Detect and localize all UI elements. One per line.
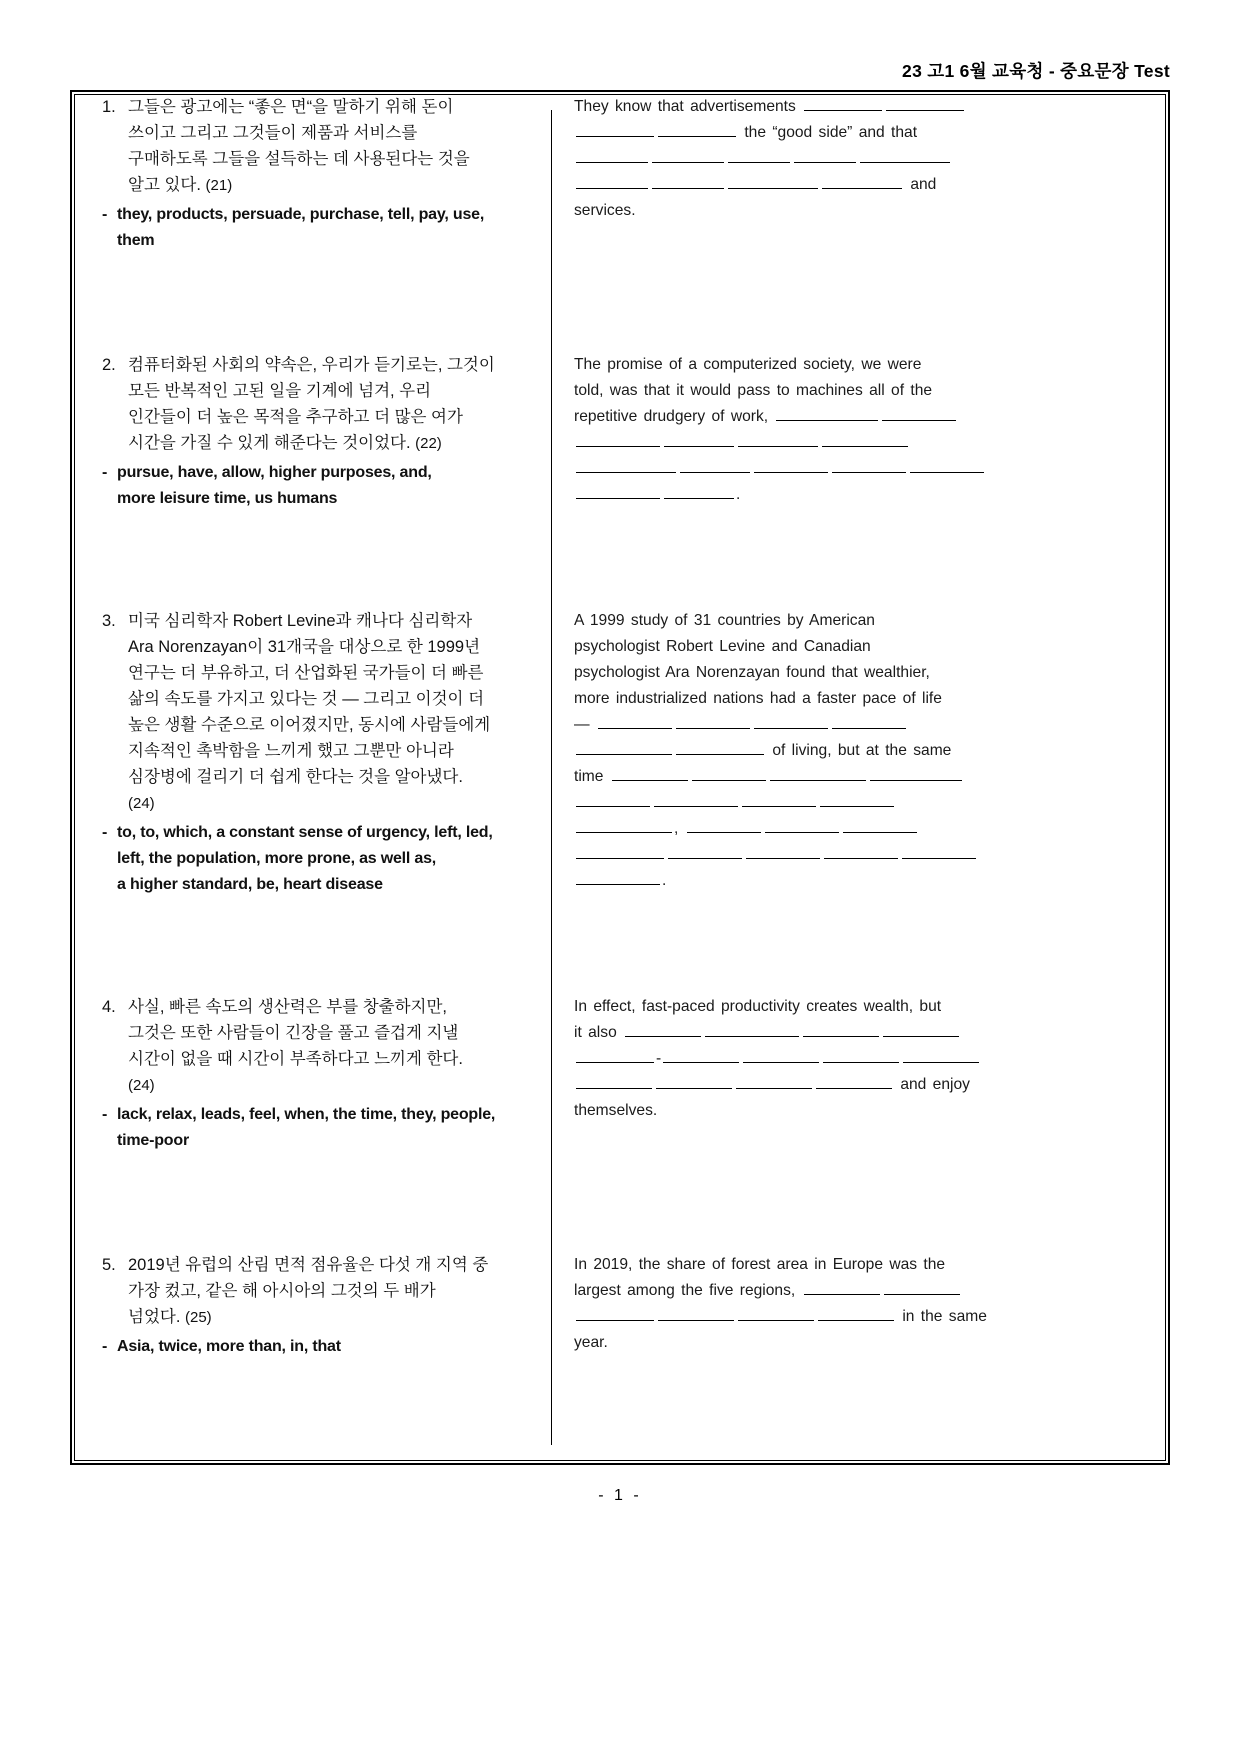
korean-text: 시간을 가질 수 있게 해준다는 것이었다. (22) [128,434,442,452]
korean-sentence-line [102,1278,562,1304]
english-text-fragment: more industrialized nations had a faster pace of life [574,690,942,707]
korean-text: 알고 있다. (21) [128,176,233,194]
english-text-fragment: services. [574,202,636,219]
english-text-fragment: and [904,176,937,193]
english-sentence [574,94,1014,224]
fill-in-blank[interactable] [576,869,660,885]
word-bank-text: a higher standard, be, heart disease [117,876,383,893]
korean-text: 모든 반복적인 고된 일을 기계에 넘겨, 우리 [128,382,432,400]
fill-in-blank[interactable] [728,147,790,163]
english-text-fragment: In 2019, the share of forest area in Europe was the [574,1256,946,1273]
word-bank [102,460,562,512]
korean-text: 시간이 없을 때 시간이 부족하다고 느끼게 한다. [128,1050,463,1068]
fill-in-blank[interactable] [612,765,688,781]
fill-in-blank[interactable] [910,457,984,473]
fill-in-blank[interactable] [676,739,764,755]
fill-in-blank[interactable] [883,1021,959,1037]
word-bank-text: they, products, persuade, purchase, tell, pay, use, [117,206,485,223]
korean-text: Ara Norenzayan이 31개국을 대상으로 한 1999년 [128,638,481,656]
korean-text: 가장 컸고, 같은 해 아시아의 그것의 두 배가 [128,1282,436,1300]
korean-text: 연구는 더 부유하고, 더 산업화된 국가들이 더 빠른 [128,664,484,682]
word-bank-line [102,460,562,486]
korean-sentence-line [102,378,562,404]
item-number: 1. [102,98,116,116]
korean-text: 지속적인 촉박함을 느끼게 했고 그뿐만 아니라 [128,742,454,760]
fill-in-blank[interactable] [832,457,906,473]
english-text-fragment: psychologist Robert Levine and Canadian [574,638,871,655]
item-number: 4. [102,998,116,1016]
korean-sentence-line [102,712,562,738]
english-answer-block [574,994,1014,1124]
fill-in-blank[interactable] [576,173,648,189]
fill-in-blank[interactable] [654,791,738,807]
word-bank-line [102,1102,562,1128]
fill-in-blank[interactable] [576,1305,654,1321]
korean-sentence-line [102,120,562,146]
fill-in-blank[interactable] [882,405,956,421]
word-bank-text: more leisure time, us humans [117,490,338,507]
korean-text: 인간들이 더 높은 목적을 추구하고 더 많은 여가 [128,408,463,426]
fill-in-blank[interactable] [736,1073,812,1089]
fill-in-blank[interactable] [824,843,898,859]
fill-in-blank[interactable] [822,431,908,447]
fill-in-blank[interactable] [804,1279,880,1295]
english-text-fragment: They know that advertisements [574,98,803,115]
korean-sentence-line [102,146,562,172]
korean-prompt-block [102,352,562,512]
fill-in-blank[interactable] [902,843,976,859]
fill-in-blank[interactable] [860,147,950,163]
english-text-fragment: of living, but at the same [766,742,952,759]
fill-in-blank[interactable] [743,1047,819,1063]
korean-text: 미국 심리학자 Robert Levine과 캐나다 심리학자 [128,612,473,630]
fill-in-blank[interactable] [652,173,724,189]
fill-in-blank[interactable] [746,843,820,859]
source-question-number: (24) [128,1077,155,1094]
word-bank-line [102,1128,562,1154]
korean-prompt-block [102,1252,562,1360]
english-text-fragment: it also [574,1024,624,1041]
source-question-number: (24) [128,795,155,812]
korean-sentence-line [102,404,562,430]
fill-in-blank[interactable] [870,765,962,781]
english-text-fragment: — [574,716,596,733]
source-question-number: (21) [205,177,233,194]
fill-in-blank[interactable] [820,791,894,807]
korean-sentence-line [102,608,562,634]
word-bank-text: left, the population, more prone, as well as, [117,850,437,867]
fill-in-blank[interactable] [576,817,672,833]
english-text-fragment: repetitive drudgery of work, [574,408,775,425]
bullet-dash: - [102,824,108,841]
fill-in-blank[interactable] [803,1021,879,1037]
fill-in-blank[interactable] [576,483,660,499]
korean-sentence-line [102,1252,562,1278]
word-bank-line [102,820,562,846]
worksheet-content [74,94,1166,1461]
english-text-fragment: time [574,768,610,785]
fill-in-blank[interactable] [705,1021,799,1037]
english-text-fragment: - [656,1050,662,1067]
word-bank [102,1102,562,1154]
item-number: 3. [102,612,116,630]
english-sentence [574,1252,1014,1356]
english-sentence [574,352,1014,508]
fill-in-blank[interactable] [576,1073,652,1089]
korean-sentence-line [102,1046,562,1072]
fill-in-blank[interactable] [738,1305,814,1321]
korean-sentence-line [102,94,562,120]
bullet-dash: - [102,206,108,223]
korean-text: 쓰이고 그리고 그것들이 제품과 서비스를 [128,124,418,142]
fill-in-blank[interactable] [625,1021,701,1037]
korean-text: 높은 생활 수준으로 이어졌지만, 동시에 사람들에게 [128,716,491,734]
english-answer-block [574,352,1014,508]
korean-text: 그들은 광고에는 “좋은 면“을 말하기 위해 돈이 [128,98,454,116]
english-text-fragment: and enjoy [894,1076,970,1093]
fill-in-blank[interactable] [576,121,654,137]
fill-in-blank[interactable] [776,405,878,421]
fill-in-blank[interactable] [754,457,828,473]
english-text-fragment: A 1999 study of 31 countries by American [574,612,875,629]
word-bank-text: time-poor [117,1132,189,1149]
fill-in-blank[interactable] [692,765,766,781]
korean-sentence-line [102,352,562,378]
english-text-fragment: In effect, fast-paced productivity creates wealth, but [574,998,942,1015]
korean-text [128,794,155,812]
word-bank-line [102,1334,562,1360]
english-text-fragment: . [736,486,741,503]
english-sentence [574,608,1014,894]
word-bank [102,202,562,254]
fill-in-blank[interactable] [765,817,839,833]
fill-in-blank[interactable] [816,1073,892,1089]
korean-sentence-line [102,1020,562,1046]
word-bank-text: Asia, twice, more than, in, that [117,1338,341,1355]
fill-in-blank[interactable] [598,713,672,729]
fill-in-blank[interactable] [576,431,660,447]
english-text-fragment: The promise of a computerized society, we were [574,356,922,373]
source-question-number: (25) [185,1309,212,1326]
english-answer-block [574,94,1014,224]
fill-in-blank[interactable] [576,147,648,163]
english-text-fragment: . [662,872,667,889]
fill-in-blank[interactable] [818,1305,894,1321]
english-text-fragment: psychologist Ara Norenzayan found that wealthier, [574,664,930,681]
english-text-fragment: largest among the five regions, [574,1282,802,1299]
page-number-footer: - 1 - [598,1487,642,1504]
english-text-fragment: themselves. [574,1102,658,1119]
english-answer-block [574,608,1014,894]
fill-in-blank[interactable] [664,431,734,447]
word-bank [102,1334,562,1360]
korean-prompt-block [102,94,562,254]
korean-text [128,1076,155,1094]
word-bank-line [102,202,562,228]
fill-in-blank[interactable] [680,457,750,473]
word-bank [102,820,562,898]
korean-sentence-line [102,172,562,199]
word-bank-text: pursue, have, allow, higher purposes, and, [117,464,432,481]
fill-in-blank[interactable] [754,713,828,729]
word-bank-text: lack, relax, leads, feel, when, the time, they, people, [117,1106,496,1123]
korean-text: 삶의 속도를 가지고 있다는 것 — 그리고 이것이 더 [128,690,485,708]
korean-text: 구매하도록 그들을 설득하는 데 사용된다는 것을 [128,150,470,168]
korean-text: 넘었다. (25) [128,1308,212,1326]
korean-sentence-line [102,660,562,686]
korean-sentence-line [102,764,562,790]
korean-sentence-line [102,686,562,712]
word-bank-text: them [117,232,155,249]
bullet-dash: - [102,1338,108,1355]
fill-in-blank[interactable] [663,1047,739,1063]
fill-in-blank[interactable] [687,817,761,833]
word-bank-line [102,872,562,898]
fill-in-blank[interactable] [742,791,816,807]
korean-prompt-block [102,608,562,898]
english-text-fragment: told, was that it would pass to machines all of the [574,382,933,399]
english-text-fragment: year. [574,1334,608,1351]
korean-text: 그것은 또한 사람들이 긴장을 풀고 즐겁게 지낼 [128,1024,459,1042]
korean-sentence-line [102,1304,562,1331]
item-number: 2. [102,356,116,374]
english-text-fragment: , [674,820,685,837]
fill-in-blank[interactable] [804,95,882,111]
fill-in-blank[interactable] [576,791,650,807]
english-text-fragment: in the same [896,1308,987,1325]
fill-in-blank[interactable] [884,1279,960,1295]
korean-text: 컴퓨터화된 사회의 약속은, 우리가 듣기로는, 그것이 [128,356,495,374]
fill-in-blank[interactable] [728,173,818,189]
english-sentence [574,994,1014,1124]
fill-in-blank[interactable] [668,843,742,859]
english-text-fragment: the “good side” and that [738,124,918,141]
fill-in-blank[interactable] [738,431,818,447]
fill-in-blank[interactable] [832,713,906,729]
fill-in-blank[interactable] [664,483,734,499]
fill-in-blank[interactable] [886,95,964,111]
fill-in-blank[interactable] [843,817,917,833]
bullet-dash: - [102,1106,108,1123]
korean-sentence-line [102,634,562,660]
korean-sentence-line [102,1072,562,1099]
word-bank-line [102,846,562,872]
korean-text: 사실, 빠른 속도의 생산력은 부를 창출하지만, [128,998,447,1016]
korean-sentence-line [102,430,562,457]
fill-in-blank[interactable] [823,1047,899,1063]
fill-in-blank[interactable] [658,1305,734,1321]
fill-in-blank[interactable] [676,713,750,729]
fill-in-blank[interactable] [576,1047,654,1063]
korean-prompt-block [102,994,562,1154]
fill-in-blank[interactable] [652,147,724,163]
korean-text: 심장병에 걸리기 더 쉽게 한다는 것을 알아냈다. [128,768,463,786]
korean-text: 2019년 유럽의 산림 면적 점유율은 다섯 개 지역 중 [128,1256,489,1274]
fill-in-blank[interactable] [903,1047,979,1063]
fill-in-blank[interactable] [658,121,736,137]
fill-in-blank[interactable] [576,739,672,755]
item-number: 5. [102,1256,116,1274]
word-bank-line [102,486,562,512]
fill-in-blank[interactable] [770,765,866,781]
word-bank-text: to, to, which, a constant sense of urgency, left, led, [117,824,493,841]
fill-in-blank[interactable] [576,843,664,859]
fill-in-blank[interactable] [794,147,856,163]
source-question-number: (22) [415,435,442,452]
fill-in-blank[interactable] [576,457,676,473]
page-header-title: 23 고1 6월 교육청 - 중요문장 Test [902,61,1170,81]
fill-in-blank[interactable] [656,1073,732,1089]
korean-sentence-line [102,994,562,1020]
korean-sentence-line [102,790,562,817]
korean-sentence-line [102,738,562,764]
english-answer-block [574,1252,1014,1356]
bullet-dash: - [102,464,108,481]
word-bank-line [102,228,562,254]
fill-in-blank[interactable] [822,173,902,189]
